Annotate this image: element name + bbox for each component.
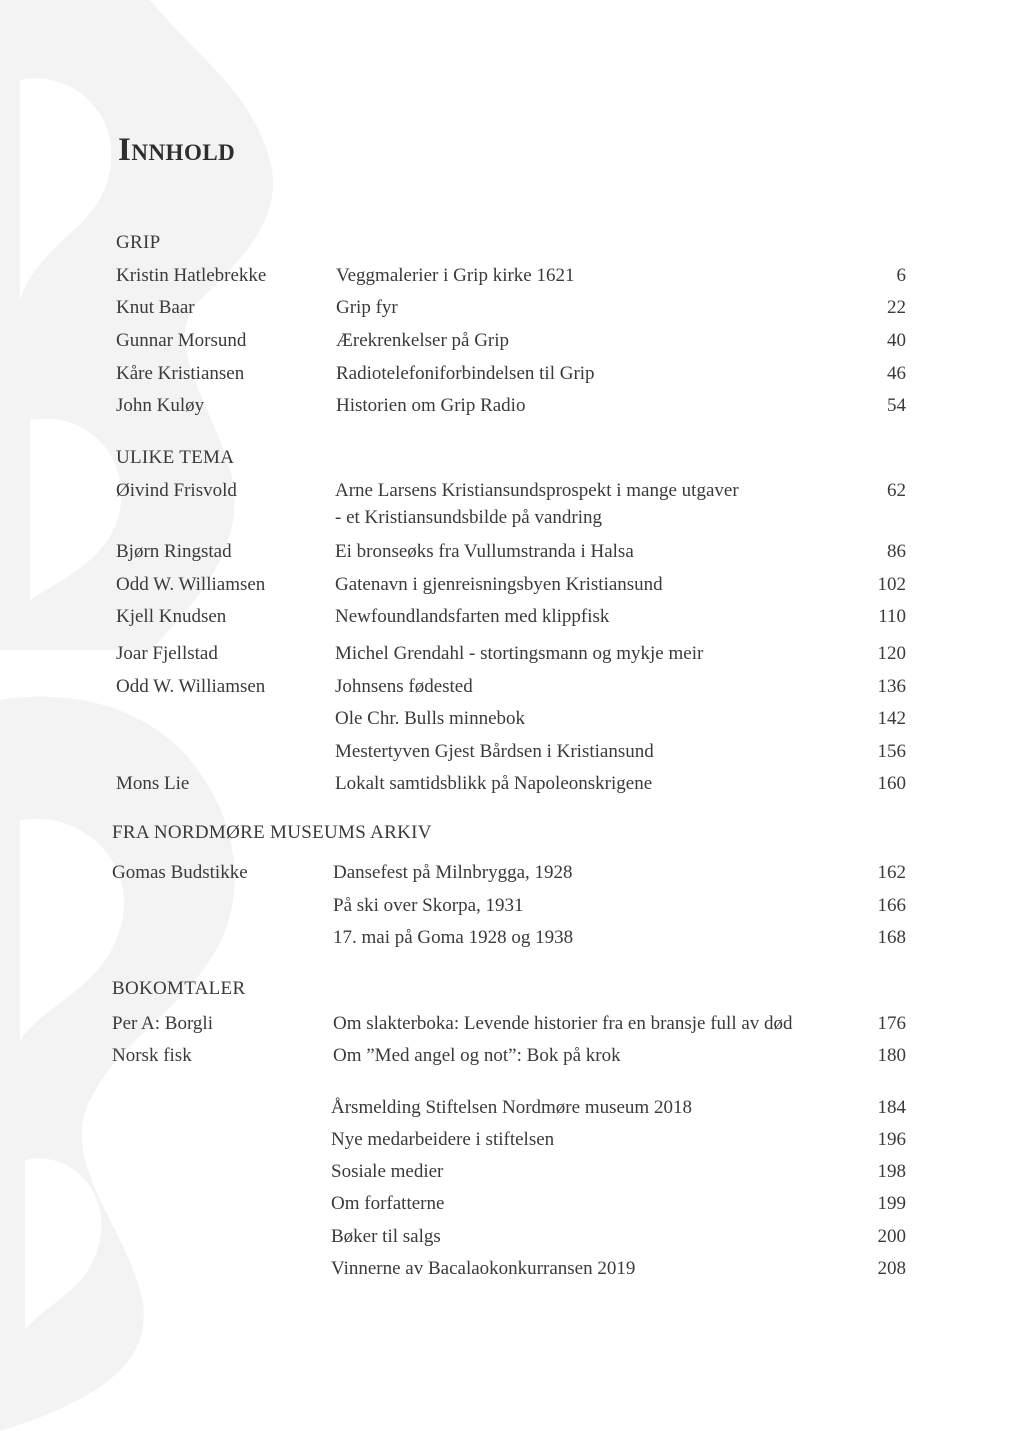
entry-page-number: 46 (887, 363, 906, 384)
entry-title-text: Dansefest på Milnbrygga, 1928 (333, 862, 573, 883)
entry-page-number: 160 (877, 773, 906, 794)
entry-title-text: Ærekrenkelser på Grip (336, 330, 510, 351)
entry-title[interactable] (335, 773, 652, 795)
entry-title[interactable] (335, 480, 739, 529)
entry-title-text: Bøker til salgs (331, 1226, 441, 1247)
entry-page-number: 110 (878, 606, 906, 627)
entry-title[interactable] (331, 1161, 443, 1183)
entry-page-number: 142 (877, 708, 906, 729)
entry-title-text: Grip fyr (336, 297, 398, 318)
entry-title-text: Årsmelding Stiftelsen Nordmøre museum 2018 (331, 1097, 692, 1118)
entry-title[interactable] (333, 1013, 793, 1035)
entry-author: Odd W. Williamsen (116, 676, 266, 697)
entry-title[interactable] (335, 574, 663, 596)
entry-title[interactable] (336, 330, 509, 352)
entry-title-text: Nye medarbeidere i stiftelsen (331, 1129, 555, 1150)
entry-title[interactable] (333, 862, 573, 884)
section-heading: FRA NORDMØRE MUSEUMS ARKIV (112, 822, 432, 843)
entry-title[interactable] (331, 1226, 441, 1248)
entry-title[interactable] (335, 606, 609, 628)
entry-title-text: Mestertyven Gjest Bårdsen i Kristiansund (335, 741, 654, 762)
entry-author: Kåre Kristiansen (116, 363, 245, 384)
entry-title-text: Om slakterboka: Levende historier fra en bransje full av død (333, 1013, 793, 1034)
section-heading: BOKOMTALER (112, 978, 246, 999)
entry-author: Norsk fisk (112, 1045, 192, 1066)
entry-author: John Kuløy (116, 395, 205, 416)
entry-title-text: Radiotelefoniforbindelsen til Grip (336, 363, 595, 384)
entry-title-text: Veggmalerier i Grip kirke 1621 (336, 265, 575, 286)
entry-page-number: 120 (877, 643, 906, 664)
entry-title[interactable] (336, 297, 398, 319)
entry-title-text: Ei bronseøks fra Vullumstranda i Halsa (335, 541, 634, 562)
entry-title[interactable] (331, 1097, 692, 1119)
entry-page-number: 168 (877, 927, 906, 948)
entry-subtitle: - et Kristiansundsbilde på vandring (335, 507, 603, 528)
entry-title-text: Lokalt samtidsblikk på Napoleonskrigene (335, 773, 653, 794)
entry-title-text: Arne Larsens Kristiansundsprospekt i mange utgaver (335, 480, 739, 501)
entry-author: Per A: Borgli (112, 1013, 213, 1034)
entry-page-number: 102 (877, 574, 906, 595)
entry-author: Gunnar Morsund (116, 330, 247, 351)
entry-title[interactable] (336, 363, 595, 385)
entry-page-number: 54 (887, 395, 906, 416)
entry-title[interactable] (335, 676, 473, 698)
entry-page-number: 199 (877, 1193, 906, 1214)
entry-page-number: 156 (877, 741, 906, 762)
entry-author: Mons Lie (116, 773, 190, 794)
entry-title[interactable] (335, 541, 634, 563)
entry-page-number: 166 (877, 895, 906, 916)
entry-author: Joar Fjellstad (116, 643, 218, 664)
entry-title-text: Johnsens fødested (335, 676, 473, 697)
entry-page-number: 62 (887, 480, 906, 501)
entry-page-number: 184 (877, 1097, 906, 1118)
entry-page-number: 6 (896, 265, 906, 286)
entry-title-text: Newfoundlandsfarten med klippfisk (335, 606, 610, 627)
entry-title-text: Ole Chr. Bulls minnebok (335, 708, 525, 729)
entry-title-text: Michel Grendahl - stortingsmann og mykje meir (335, 643, 704, 664)
entry-title-text: 17. mai på Goma 1928 og 1938 (333, 927, 574, 948)
entry-page-number: 198 (877, 1161, 906, 1182)
entry-page-number: 196 (877, 1129, 906, 1150)
entry-page-number: 40 (887, 330, 906, 351)
entry-page-number: 208 (877, 1258, 906, 1279)
section-heading: GRIP (116, 232, 161, 253)
entry-title[interactable] (331, 1193, 444, 1215)
entry-author: Knut Baar (116, 297, 195, 318)
entry-title-text: Historien om Grip Radio (336, 395, 526, 416)
entry-title-text: Gatenavn i gjenreisningsbyen Kristiansund (335, 574, 663, 595)
entry-author: Gomas Budstikke (112, 862, 248, 883)
entry-author: Bjørn Ringstad (116, 541, 232, 562)
entry-title[interactable] (336, 265, 574, 287)
entry-title[interactable] (335, 741, 654, 763)
entry-title-text: Vinnerne av Bacalaokonkurransen 2019 (331, 1258, 636, 1279)
entry-page-number: 180 (877, 1045, 906, 1066)
section-heading: ULIKE TEMA (116, 447, 235, 468)
entry-title[interactable] (331, 1258, 635, 1280)
entry-title[interactable] (336, 395, 525, 417)
entry-title-text: Om forfatterne (331, 1193, 445, 1214)
entry-author: Kjell Knudsen (116, 606, 227, 627)
page-title: Innhold (118, 132, 236, 168)
entry-title-text: Om ”Med angel og not”: Bok på krok (333, 1045, 621, 1066)
entry-title-text: På ski over Skorpa, 1931 (333, 895, 524, 916)
entry-author: Kristin Hatlebrekke (116, 265, 267, 286)
entry-title-text: Sosiale medier (331, 1161, 444, 1182)
entry-page-number: 22 (887, 297, 906, 318)
entry-page-number: 162 (877, 862, 906, 883)
entry-title[interactable] (333, 895, 524, 917)
entry-page-number: 200 (877, 1226, 906, 1247)
entry-title[interactable] (335, 643, 703, 665)
entry-page-number: 86 (887, 541, 906, 562)
entry-title[interactable] (335, 708, 525, 730)
entry-page-number: 136 (877, 676, 906, 697)
entry-title[interactable] (333, 927, 573, 949)
entry-author: Øivind Frisvold (116, 480, 237, 501)
entry-page-number: 176 (877, 1013, 906, 1034)
entry-title[interactable] (333, 1045, 621, 1067)
entry-author: Odd W. Williamsen (116, 574, 266, 595)
entry-title[interactable] (331, 1129, 554, 1151)
